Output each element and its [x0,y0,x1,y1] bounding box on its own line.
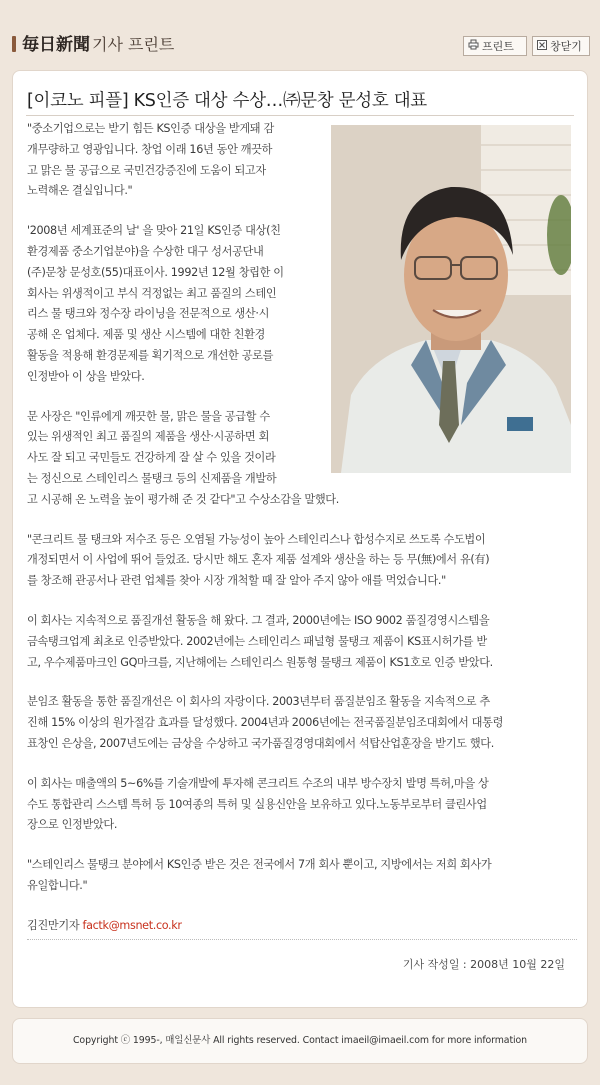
article-paragraph: 이 회사는 지속적으로 품질개선 활동을 해 왔다. 그 결과, 2000년에는 ISO 9002 품질경영시스템을 금속탱크업계 최초로 인증받았다. 2002년에는 스테인리스 패널형 물탱크 제품이 KS표시허가를 받 고, 우수제품마크인 GQ마크를, 지난해에는 스테인리스 원통형 물탱크 제품이 KS1호로 인증 받았다. [27,613,493,669]
close-button-label: 창닫기 [550,40,582,53]
reporter-name: 김진만기자 [27,918,80,932]
print-header [0,0,600,62]
copyright-footer [12,1018,588,1064]
article-title: [이코노 피플] KS인증 대상 수상…㈜문창 문성호 대표 [27,91,427,111]
copyright-text: Copyright ⓒ 1995-, 매일신문사 All rights reserved. Contact imaeil@imaeil.com for more information [72,1035,528,1046]
printer-icon [468,37,479,57]
article-paragraph: 분임조 활동을 통한 품질개선은 이 회사의 자랑이다. 2003년부터 품질분임조 활동을 지속적으로 추 진해 15% 이상의 원가절감 효과를 달성했다. 2004년과 2006년에는 전국품질분임조대회에서 대통령 표창인 은상을, 2007년도에는 금상을 수상하고 국가품질경영대회에서 석탑산업훈장을 받기도 했다. [27,695,504,750]
title-divider [26,115,574,116]
article-paragraph: 문 사장은 "인류에게 깨끗한 물, 맑은 물을 공급할 수 있는 위생적인 최고 품질의 제품을 생산·시공하면 회 사도 잘 되고 국민들도 건강하게 잘 살 수 있을 것이라 는 정신으로 스테인리스 물탱크 등의 신제품을 개발하 고 시공해 온 노력을 높이 평가해 준 것 같다"고 수상소감을 말했다. [27,409,339,506]
article-body [27,119,579,956]
article-paragraph: "중소기업으로는 받기 힘든 KS인증 대상을 받게돼 감 개무량하고 영광입니다. 창업 이래 16년 동안 깨끗하 고 맑은 물 공급으로 국민건강증진에 도움이 되고자 노력해온 결실입니다." [27,122,274,198]
article-card [12,70,588,1008]
header-accent-bar [12,36,16,52]
brand-subtitle: 기사 프린트 [92,35,175,54]
footer-divider [27,939,577,940]
article-paragraph: "콘크리트 물 탱크와 저수조 등은 오염될 가능성이 높아 스테인리스나 합성수지로 쓰도록 수도법이 개정되면서 이 사업에 뛰어 들었죠. 당시만 해도 혼자 제품 설계와 생산을 하는 등 무(無)에서 유(有) 를 창조해 관공서나 관련 업체를 찾아 시장 개척할 때 잘 알아 주지 않아 애를 먹었습니다." [27,532,490,588]
close-window-button[interactable] [532,36,590,56]
print-button-label: 프린트 [482,40,514,53]
article-date: 기사 작성일 : 2008년 10월 22일 [402,958,565,971]
article-paragraph: "스테인리스 물탱크 분야에서 KS인증 받은 것은 전국에서 7개 회사 뿐이고, 지방에서는 저희 회사가 유일합니다." [27,858,492,892]
close-box-icon [537,37,547,57]
article-paragraph: 이 회사는 매출액의 5~6%를 기술개발에 투자해 콘크리트 수조의 내부 방수장치 발명 특허,마을 상 수도 통합관리 스스템 특허 등 10여종의 특허 및 실용신안을 보유하고 있다.노동부로부터 클린사업 장으로 인정받았다. [27,776,489,832]
reporter-email-link[interactable]: factk@msnet.co.kr [82,918,182,932]
newspaper-logo: 毎日新聞 [22,35,90,55]
print-button[interactable] [463,36,527,56]
brand-title [22,30,174,55]
reporter-byline [27,916,579,937]
article-paragraph: '2008년 세계표준의 날' 을 맞아 21일 KS인증 대상(친 환경제품 중소기업분야)을 수상한 대구 성서공단내 (주)문창 문성호(55)대표이사. 1992년 12월 창립한 이 회사는 위생적이고 부식 걱정없는 최고 품질의 스테인 리스 물 탱크와 정수장 라이닝을 전문적으로 생산·시 공해 온 업체다. 제품 및 생산 시스템에 대한 친환경 활동을 적용해 환경문제를 획기적으로 개선한 공로를 인정받아 이 상을 받았다. [27,224,284,383]
